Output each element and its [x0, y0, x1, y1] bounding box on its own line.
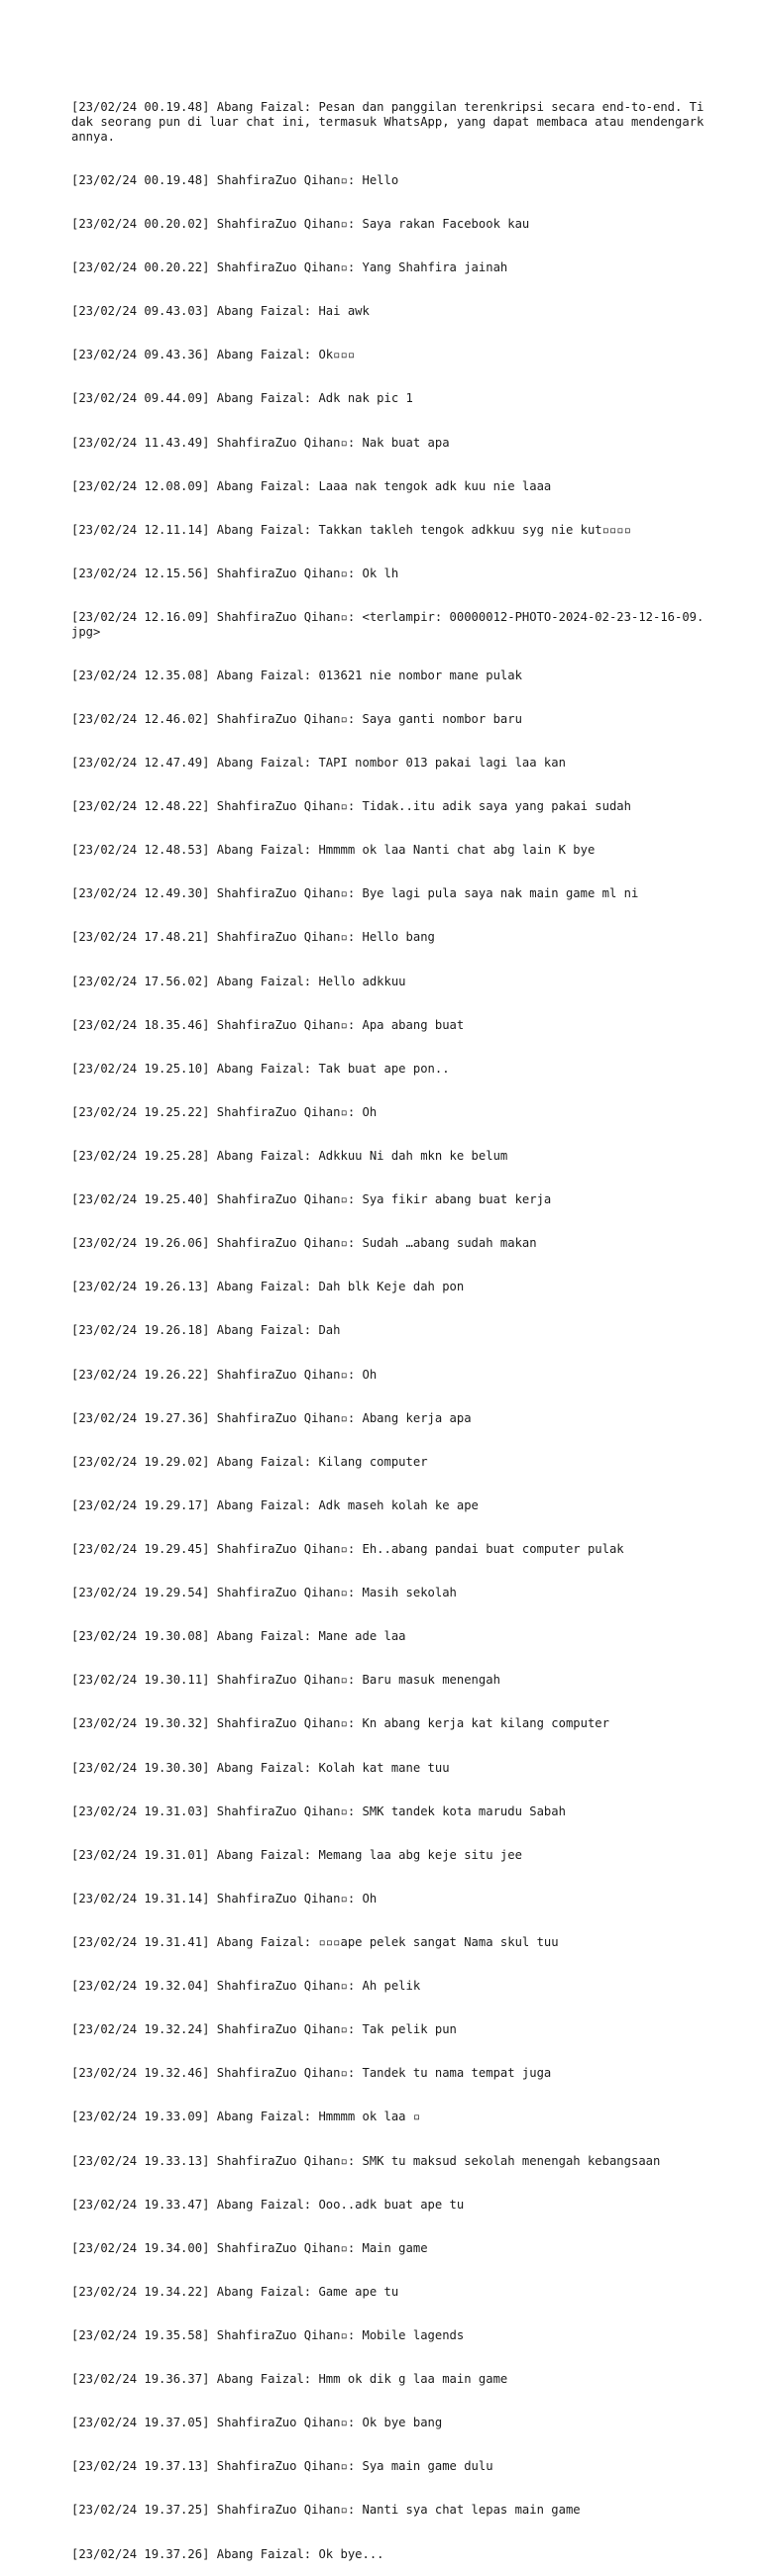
chat-line: [23/02/24 19.30.11] ShahfiraZuo Qihan▫: Baru masuk menengah: [71, 1673, 500, 1688]
chat-line: [23/02/24 19.29.02] Abang Faizal: Kilang computer: [71, 1454, 428, 1469]
chat-line: [23/02/24 19.26.18] Abang Faizal: Dah: [71, 1323, 341, 1338]
chat-line: [23/02/24 12.16.09] ShahfiraZuo Qihan▫: <terlampir: 00000012-PHOTO-2024-02-23-12-16-09.jpg>: [71, 610, 705, 639]
chat-line: [23/02/24 19.26.13] Abang Faizal: Dah blk Keje dah pon: [71, 1280, 465, 1294]
chat-line: [23/02/24 19.30.08] Abang Faizal: Mane ade laa: [71, 1629, 406, 1644]
chat-line: [23/02/24 19.37.13] ShahfiraZuo Qihan▫: Sya main game dulu: [71, 2459, 493, 2474]
chat-line: [23/02/24 12.48.22] ShahfiraZuo Qihan▫: Tidak..itu adik saya yang pakai sudah: [71, 799, 631, 814]
chat-line: [23/02/24 19.31.14] ShahfiraZuo Qihan▫: Oh: [71, 1891, 378, 1906]
chat-line: [23/02/24 19.25.40] ShahfiraZuo Qihan▫: Sya fikir abang buat kerja: [71, 1192, 552, 1207]
chat-line: [23/02/24 12.15.56] ShahfiraZuo Qihan▫: Ok lh: [71, 566, 399, 580]
chat-line: [23/02/24 12.48.53] Abang Faizal: Hmmmm ok laa Nanti chat abg lain K bye: [71, 843, 596, 858]
chat-line: [23/02/24 19.29.54] ShahfiraZuo Qihan▫: Masih sekolah: [71, 1586, 457, 1600]
chat-line: [23/02/24 19.25.10] Abang Faizal: Tak buat ape pon..: [71, 1061, 450, 1076]
chat-line: [23/02/24 19.31.03] ShahfiraZuo Qihan▫: SMK tandek kota marudu Sabah: [71, 1803, 566, 1818]
chat-line: [23/02/24 12.46.02] ShahfiraZuo Qihan▫: Saya ganti nombor baru: [71, 711, 522, 726]
chat-line: [23/02/24 09.43.36] Abang Faizal: Ok▫▫▫: [71, 348, 356, 362]
chat-line: [23/02/24 19.37.25] ShahfiraZuo Qihan▫: Nanti sya chat lepas main game: [71, 2503, 581, 2518]
chat-line: [23/02/24 19.32.24] ShahfiraZuo Qihan▫: Tak pelik pun: [71, 2022, 457, 2037]
chat-line: [23/02/24 11.43.49] ShahfiraZuo Qihan▫: Nak buat apa: [71, 435, 450, 450]
chat-line: [23/02/24 19.26.06] ShahfiraZuo Qihan▫: Sudah …abang sudah makan: [71, 1236, 537, 1251]
chat-line: [23/02/24 19.33.47] Abang Faizal: Ooo..adk buat ape tu: [71, 2197, 465, 2212]
chat-line: [23/02/24 19.29.45] ShahfiraZuo Qihan▫: Eh..abang pandai buat computer pulak: [71, 1542, 624, 1557]
chat-line: [23/02/24 17.48.21] ShahfiraZuo Qihan▫: Hello bang: [71, 930, 435, 945]
chat-line: [23/02/24 12.11.14] Abang Faizal: Takkan takleh tengok adkkuu syg nie kut▫▫▫▫: [71, 522, 631, 537]
chat-line: [23/02/24 19.34.22] Abang Faizal: Game ape tu: [71, 2284, 399, 2299]
chat-line: [23/02/24 12.47.49] Abang Faizal: TAPI nombor 013 pakai lagi laa kan: [71, 756, 566, 771]
chat-line: [23/02/24 09.44.09] Abang Faizal: Adk nak pic 1: [71, 391, 413, 406]
chat-line: [23/02/24 19.36.37] Abang Faizal: Hmm ok dik g laa main game: [71, 2372, 508, 2387]
chat-line: [23/02/24 19.34.00] ShahfiraZuo Qihan▫: Main game: [71, 2240, 428, 2255]
chat-line: [23/02/24 00.20.22] ShahfiraZuo Qihan▫: Yang Shahfira jainah: [71, 260, 508, 275]
chat-line: [23/02/24 19.25.22] ShahfiraZuo Qihan▫: Oh: [71, 1104, 378, 1119]
chat-line: [23/02/24 19.35.58] ShahfiraZuo Qihan▫: Mobile lagends: [71, 2327, 465, 2342]
chat-line: [23/02/24 19.30.30] Abang Faizal: Kolah kat mane tuu: [71, 1760, 450, 1775]
chat-line: [23/02/24 19.31.41] Abang Faizal: ▫▫▫ape pelek sangat Nama skul tuu: [71, 1935, 559, 1949]
chat-line: [23/02/24 12.49.30] ShahfiraZuo Qihan▫: Bye lagi pula saya nak main game ml ni: [71, 886, 639, 901]
chat-line: [23/02/24 19.29.17] Abang Faizal: Adk maseh kolah ke ape: [71, 1497, 479, 1512]
chat-transcript: [71, 71, 706, 2576]
chat-line: [23/02/24 19.33.13] ShahfiraZuo Qihan▫: SMK tu maksud sekolah menengah kebangsaan: [71, 2153, 661, 2168]
chat-line: [23/02/24 19.32.46] ShahfiraZuo Qihan▫: Tandek tu nama tempat juga: [71, 2066, 552, 2081]
chat-line: [23/02/24 19.32.04] ShahfiraZuo Qihan▫: Ah pelik: [71, 1979, 421, 1994]
chat-line: [23/02/24 00.19.48] ShahfiraZuo Qihan▫: Hello: [71, 172, 399, 187]
chat-line: [23/02/24 19.37.05] ShahfiraZuo Qihan▫: Ok bye bang: [71, 2416, 443, 2430]
chat-line: [23/02/24 00.19.48] Abang Faizal: Pesan dan panggilan terenkripsi secara end-to-end. Tidak seorang pun di luar chat ini, termasuk WhatsApp, yang dapat membaca atau mendengarkannya.: [71, 100, 705, 144]
chat-line: [23/02/24 12.35.08] Abang Faizal: 013621 nie nombor mane pulak: [71, 668, 522, 682]
chat-line: [23/02/24 09.43.03] Abang Faizal: Hai awk: [71, 304, 370, 319]
chat-line: [23/02/24 19.33.09] Abang Faizal: Hmmmm ok laa ▫: [71, 2110, 421, 2124]
chat-line: [23/02/24 19.26.22] ShahfiraZuo Qihan▫: Oh: [71, 1367, 378, 1382]
chat-line: [23/02/24 00.20.02] ShahfiraZuo Qihan▫: Saya rakan Facebook kau: [71, 217, 530, 232]
chat-line: [23/02/24 19.30.32] ShahfiraZuo Qihan▫: Kn abang kerja kat kilang computer: [71, 1716, 609, 1731]
chat-line: [23/02/24 19.37.26] Abang Faizal: Ok bye...: [71, 2546, 384, 2561]
chat-line: [23/02/24 19.27.36] ShahfiraZuo Qihan▫: Abang kerja apa: [71, 1410, 472, 1425]
chat-line: [23/02/24 19.25.28] Abang Faizal: Adkkuu Ni dah mkn ke belum: [71, 1149, 508, 1164]
chat-line: [23/02/24 18.35.46] ShahfiraZuo Qihan▫: Apa abang buat: [71, 1017, 465, 1032]
chat-line: [23/02/24 17.56.02] Abang Faizal: Hello adkkuu: [71, 974, 406, 988]
chat-line: [23/02/24 12.08.09] Abang Faizal: Laaa nak tengok adk kuu nie laaa: [71, 478, 552, 493]
chat-line: [23/02/24 19.31.01] Abang Faizal: Memang laa abg keje situ jee: [71, 1847, 522, 1862]
